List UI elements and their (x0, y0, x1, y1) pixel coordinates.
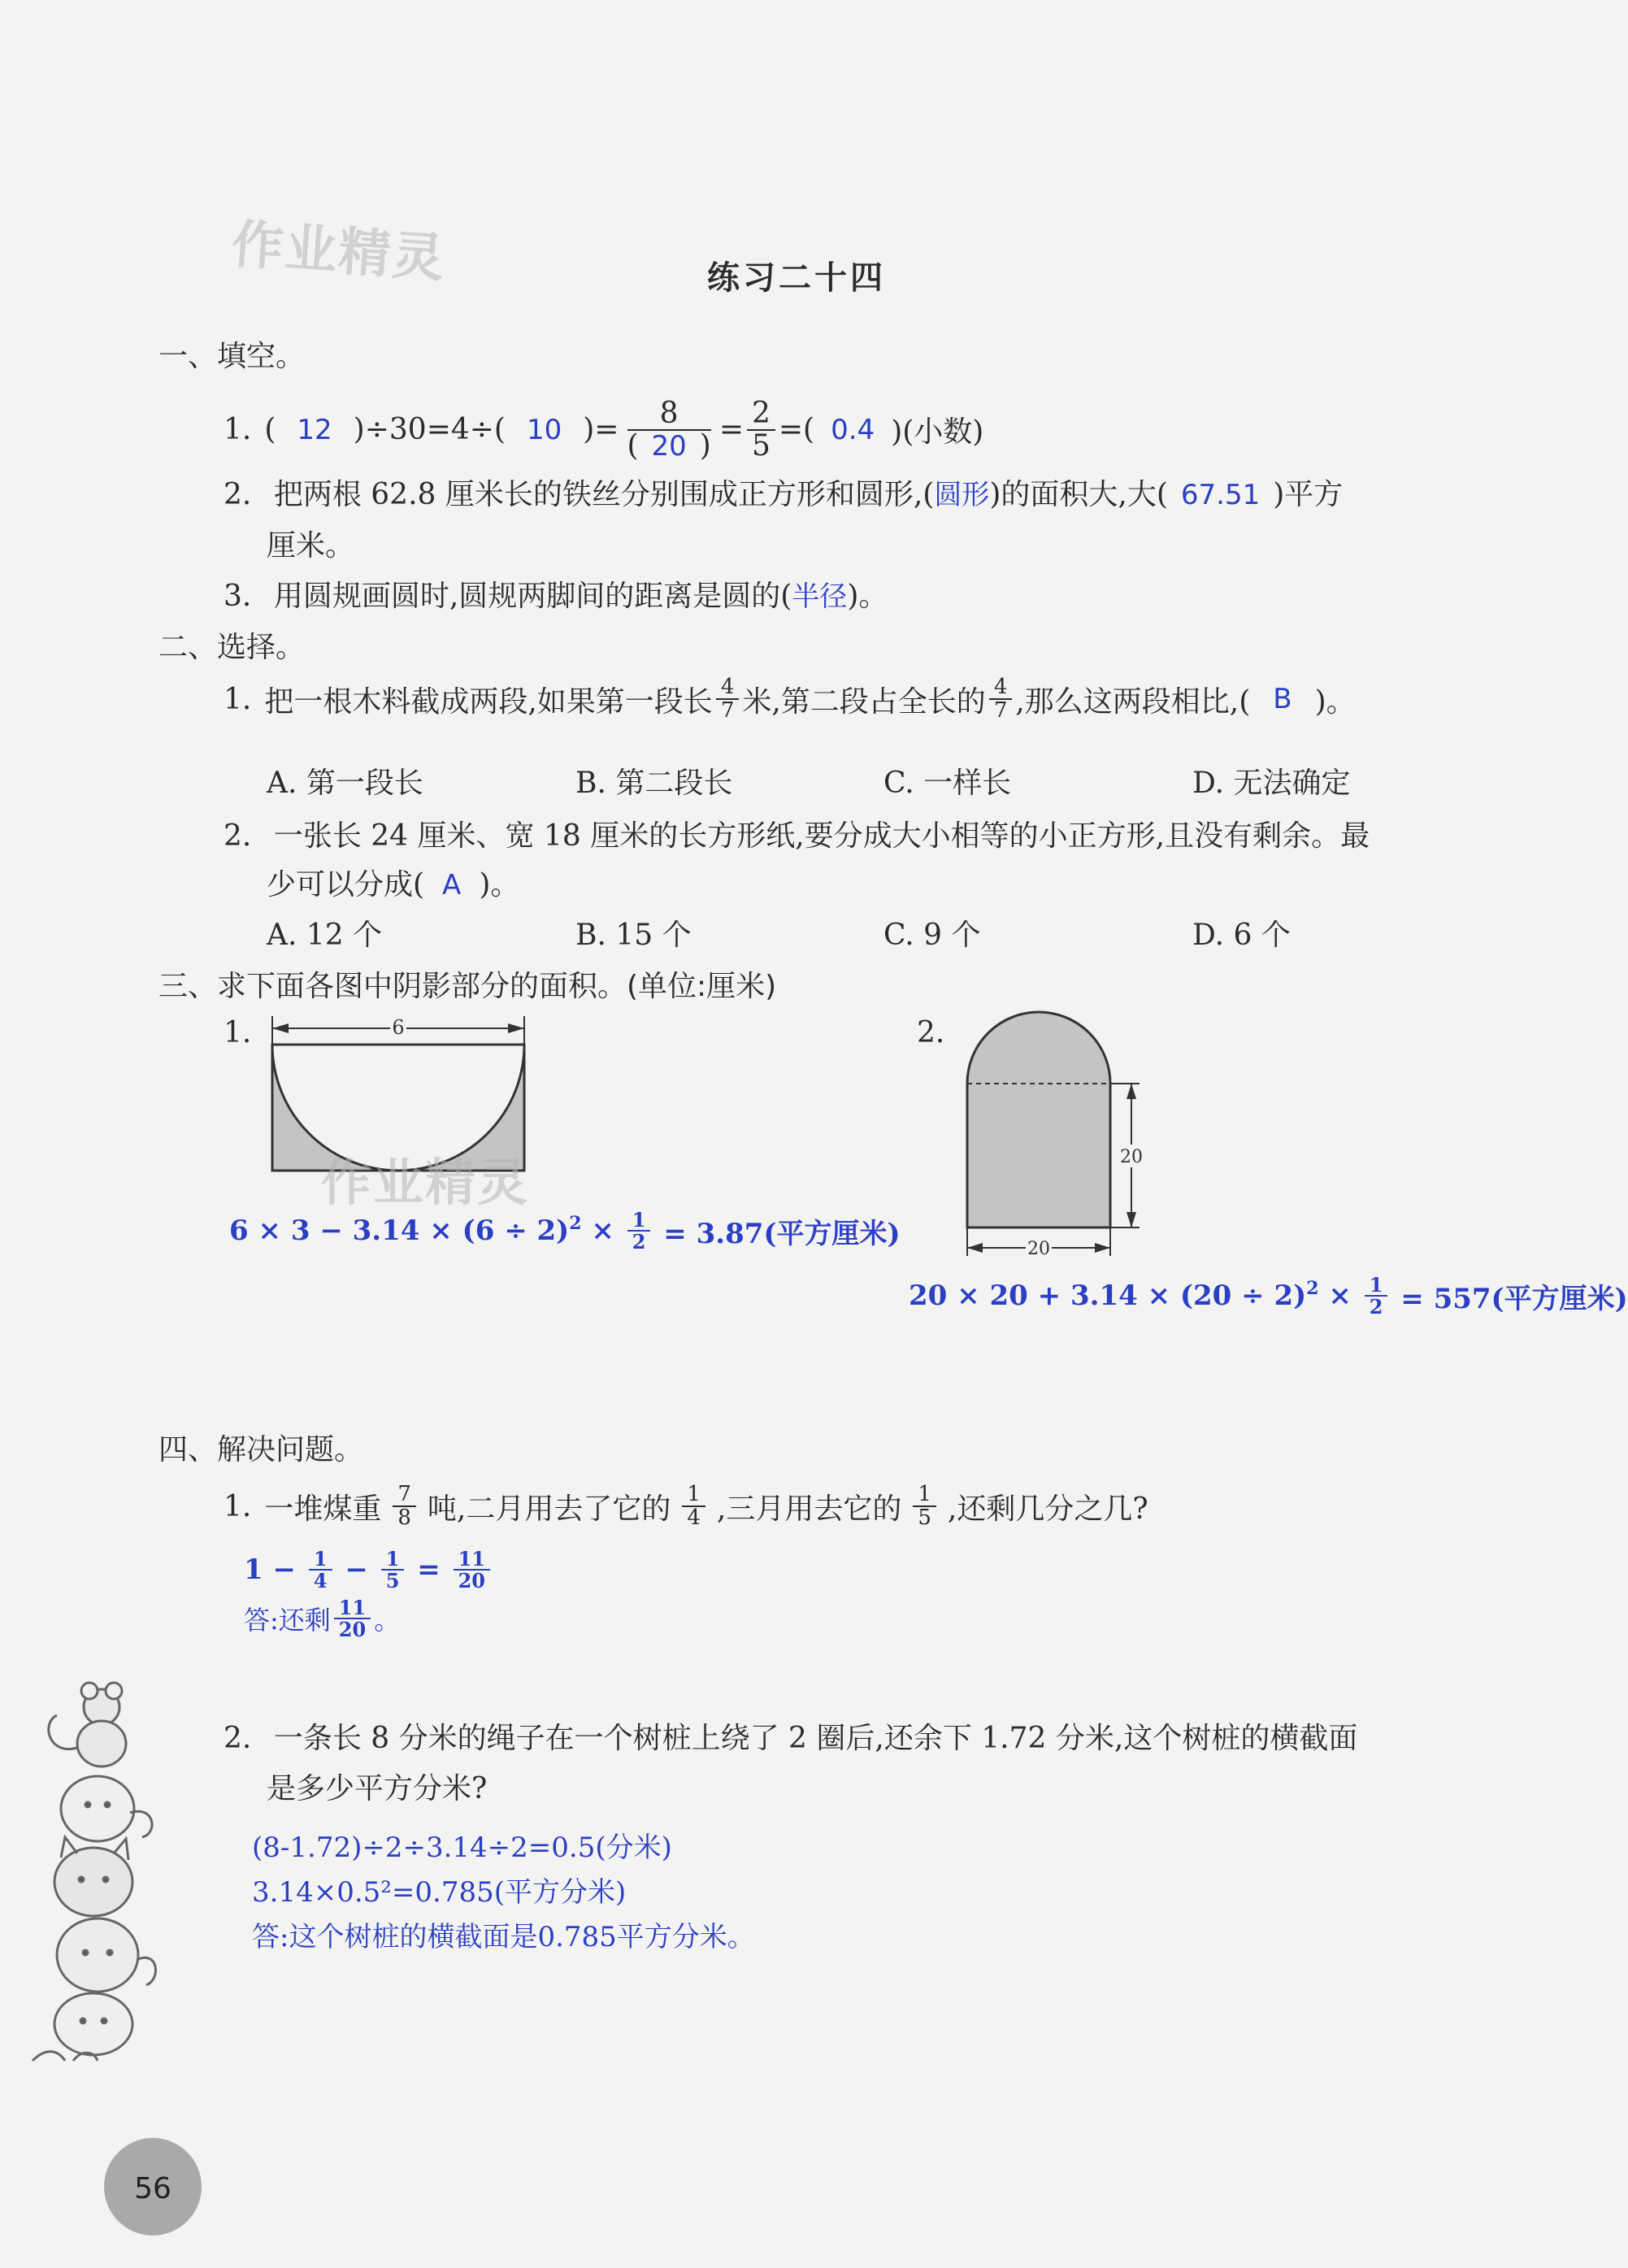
watermark-top: 作业精灵 (229, 214, 448, 290)
text: ( (264, 413, 276, 447)
question-number: 1. (224, 1489, 252, 1523)
frac-denominator: 5 (385, 1569, 400, 1593)
frac-denominator: 7 (993, 698, 1008, 723)
answer-12: 12 (297, 413, 332, 446)
frac-denominator: 20 (338, 1618, 367, 1642)
frac-denominator: 5 (751, 428, 771, 463)
fraction-1-5 (913, 1484, 936, 1530)
frac-numerator: 11 (454, 1549, 490, 1571)
text: 一条长 8 分米的绳子在一个树桩上绕了 2 圈后,还余下 1.72 分米,这个树桩的横截面 (273, 1722, 1358, 1755)
answer-circle: 圆形 (934, 479, 990, 511)
frac-numerator: 1 (381, 1549, 405, 1571)
text: ,还剩几分之几? (947, 1492, 1148, 1526)
text: ) (699, 428, 711, 463)
frac-numerator: 1 (682, 1484, 705, 1507)
question-number: 2. (224, 819, 252, 853)
section-choice-heading: 二、选择。 (158, 631, 306, 664)
text: )÷30=4÷( (353, 413, 506, 447)
arch-shape (967, 1012, 1110, 1227)
dim-label-6: 6 (392, 1016, 405, 1039)
question-number: 1. (224, 682, 252, 716)
problem-2-step-2: 3.14×0.5²=0.785(平方分米) (252, 1876, 627, 1909)
frac-denominator: 20 (458, 1569, 485, 1593)
arrow-left-icon (967, 1243, 983, 1253)
text: 一堆煤重 (264, 1492, 382, 1526)
text: × (1318, 1280, 1361, 1313)
text: = 557(平方厘米) (1391, 1282, 1628, 1315)
text: 一张长 24 厘米、宽 18 厘米的长方形纸,要分成大小相等的小正方形,且没有剩余。最 (273, 819, 1370, 853)
figure-2-answer (909, 1275, 1628, 1317)
figure-2-arch-diagram (951, 1008, 1154, 1268)
text: )(小数) (891, 415, 984, 450)
page-title: 练习二十四 (707, 259, 886, 297)
text: )。 (479, 868, 520, 902)
answer-10: 10 (526, 413, 562, 446)
text: 1 − (244, 1553, 306, 1587)
text: )。 (1314, 684, 1356, 719)
text: 。 (374, 1605, 401, 1636)
text: 吨,二月用去了它的 (427, 1492, 671, 1526)
frac-numerator: 8 (627, 398, 711, 431)
problem-2-line2: 是多少平方分米? (267, 1772, 488, 1805)
fraction-1-2 (627, 1210, 651, 1252)
text: ,三月用去它的 (716, 1492, 902, 1526)
fraction-2-5 (747, 398, 775, 462)
exponent: 2 (569, 1213, 582, 1235)
figure-1-answer (229, 1210, 901, 1252)
frac-denominator: 4 (313, 1569, 328, 1593)
watermark-middle: 作业精灵 (321, 1153, 530, 1212)
fraction-4-7 (716, 676, 740, 723)
fill-question-3 (224, 573, 888, 615)
frac-numerator: 4 (716, 676, 740, 700)
problem-2-answer: 答:这个树桩的横截面是0.785平方分米。 (252, 1921, 755, 1953)
choice-2-option-a: A. 12 个 (267, 919, 383, 952)
frac-numerator: 1 (913, 1484, 936, 1507)
fraction-1-2 (1365, 1275, 1388, 1317)
question-number: 2. (224, 478, 252, 511)
text: × (581, 1214, 624, 1248)
frac-numerator: 2 (747, 398, 775, 431)
text: 少可以分成( (267, 868, 425, 902)
choice-1-option-a: A. 第一段长 (267, 767, 423, 800)
choice-2-option-b: B. 15 个 (575, 919, 692, 952)
frac-denominator: 5 (918, 1505, 931, 1531)
frac-numerator: 1 (627, 1210, 651, 1232)
choice-question-2-line2 (267, 862, 519, 903)
frac-denominator: 2 (1369, 1295, 1383, 1319)
choice-2-option-c: C. 9 个 (883, 919, 981, 952)
choice-question-2 (224, 813, 1370, 854)
fill-question-2 (224, 471, 1343, 513)
fraction-1-4 (309, 1549, 332, 1591)
problem-1-answer (244, 1597, 400, 1640)
answer-67-51: 67.51 (1180, 479, 1261, 511)
answer-20: 20 (651, 429, 687, 463)
text: − (335, 1553, 378, 1587)
problem-2 (224, 1715, 1357, 1757)
fraction-1-5 (381, 1549, 405, 1591)
frac-numerator: 4 (989, 676, 1013, 700)
fill-question-1 (224, 398, 983, 462)
text: 答:还剩 (244, 1605, 331, 1636)
section-fill-heading: 一、填空。 (158, 340, 306, 373)
problem-2-step-1: (8-1.72)÷2÷3.14÷2=0.5(分米) (252, 1831, 672, 1864)
answer-a: A (442, 869, 462, 902)
text: =( (778, 413, 815, 447)
text: )= (583, 413, 619, 447)
choice-1-option-b: B. 第二段长 (575, 767, 733, 800)
figure-2-number: 2. (917, 1016, 945, 1049)
text: )。 (847, 580, 888, 613)
fraction-1-4 (682, 1484, 705, 1530)
question-number: 1. (224, 413, 252, 447)
frac-numerator: 1 (1365, 1275, 1388, 1297)
text: 6 × 3 − 3.14 × (6 ÷ 2) (229, 1214, 570, 1248)
frac-denominator: 4 (687, 1505, 701, 1531)
frac-denominator: 7 (720, 698, 735, 723)
answer-b: B (1273, 683, 1292, 716)
choice-1-option-c: C. 一样长 (883, 767, 1012, 800)
fraction-11-20 (334, 1597, 371, 1640)
figure-1-number: 1. (224, 1016, 252, 1049)
frac-numerator: 1 (309, 1549, 332, 1571)
problem-1-calculation (244, 1549, 493, 1591)
section-problems-heading: 四、解决问题。 (158, 1433, 364, 1466)
text: 把一根木料截成两段,如果第一段长 (264, 684, 713, 719)
fill-question-2-line2: 厘米。 (267, 529, 355, 563)
arrow-left-icon (272, 1023, 289, 1033)
exponent: 2 (1306, 1278, 1319, 1300)
frac-numerator: 7 (393, 1484, 416, 1507)
text: )的面积大,大( (989, 478, 1168, 511)
choice-1-option-d: D. 无法确定 (1192, 767, 1351, 800)
text: )平方 (1273, 478, 1344, 511)
dim-label-width: 20 (1027, 1239, 1050, 1259)
arrow-up-icon (1127, 1084, 1136, 1099)
answer-radius: 半径 (792, 580, 848, 613)
frac-numerator: 11 (334, 1597, 371, 1619)
text: 把两根 62.8 厘米长的铁丝分别围成正方形和圆形,( (273, 478, 935, 511)
text: = (718, 413, 744, 447)
problem-1 (224, 1484, 1148, 1530)
choice-2-option-d: D. 6 个 (1192, 919, 1291, 952)
frac-denominator: 2 (632, 1230, 646, 1254)
arrow-right-icon (1095, 1243, 1110, 1253)
page-number: 56 (104, 2138, 202, 2235)
question-number: 3. (224, 580, 252, 613)
arrow-right-icon (508, 1023, 524, 1033)
fraction-7-8 (393, 1484, 416, 1530)
question-number: 2. (224, 1722, 252, 1755)
text: = 3.87(平方厘米) (653, 1217, 901, 1250)
text: 用圆规画圆时,圆规两脚间的距离是圆的( (273, 580, 792, 613)
section-area-heading: 三、求下面各图中阴影部分的面积。(单位:厘米) (158, 970, 777, 1003)
text: 米,第二段占全长的 (742, 684, 986, 719)
answer-0-4: 0.4 (831, 413, 875, 446)
fraction-4-7 (989, 676, 1013, 723)
arrow-down-icon (1127, 1212, 1136, 1227)
text: 20 × 20 + 3.14 × (20 ÷ 2) (909, 1280, 1307, 1313)
fraction-8-over-blank (622, 398, 715, 462)
dim-label-height: 20 (1120, 1147, 1143, 1167)
frac-denominator: 8 (397, 1505, 411, 1531)
text: ,那么这两段相比,( (1015, 684, 1251, 719)
choice-question-1 (224, 676, 1356, 723)
fraction-11-20 (454, 1549, 490, 1591)
cartoon-cats-mouse-illustration (16, 1666, 171, 2073)
text: ( (627, 428, 639, 463)
text: = (407, 1553, 450, 1587)
